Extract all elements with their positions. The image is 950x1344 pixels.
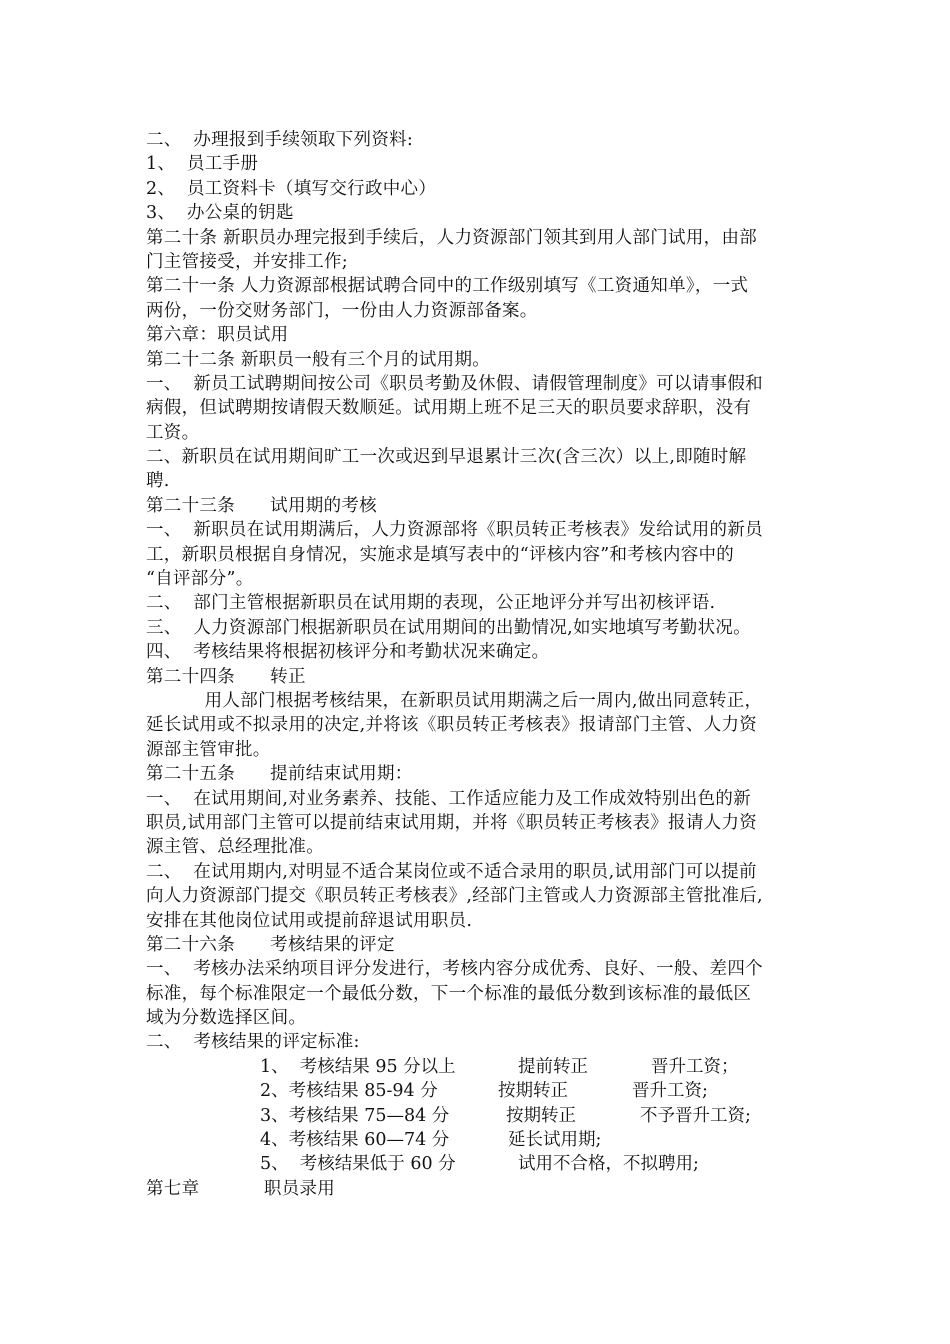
text-line: 职员,试用部门主管可以提前结束试用期，并将《职员转正考核表》报请人力资 [146, 812, 758, 833]
text-line: 第二十六条 考核结果的评定 [146, 934, 395, 955]
standard-cell-b: 延长试用期; [508, 1130, 602, 1151]
standard-cell-a: 4、考核结果 60—74 分 [260, 1130, 450, 1151]
text-line: 第二十条 新职员办理完报到手续后，人力资源部门领其到用人部门试用，由部 [146, 227, 758, 248]
text-line: 向人力资源部门提交《职员转正考核表》,经部门主管或人力资源部主管批准后, [146, 886, 763, 907]
text-line: 源部主管审批。 [146, 739, 271, 760]
text-line: 域为分数选择区间。 [146, 1008, 307, 1029]
document-page [146, 128, 826, 1201]
text-line: 标准，每个标准限定一个最低分数，下一个标准的最低分数到该标准的最低区 [146, 983, 752, 1004]
text-line: 四、 考核结果将根据初核评分和考勤状况来确定。 [146, 642, 550, 663]
text-line: 病假，但试聘期按请假天数顺延。试用期上班不足三天的职员要求辞职，没有 [146, 398, 752, 419]
text-line: 聘. [146, 471, 170, 492]
standard-row [146, 1055, 826, 1079]
standard-cell-b: 试用不合格，不拟聘用; [518, 1154, 699, 1175]
text-line: 一、 新职员在试用期满后，人力资源部将《职员转正考核表》发给试用的新员 [146, 520, 763, 541]
standard-row [146, 1079, 826, 1103]
text-line: 二、 在试用期内,对明显不适合某岗位或不适合录用的职员,试用部门可以提前 [146, 861, 757, 882]
text-line: 一、 考核办法采纳项目评分发进行，考核内容分成优秀、良好、一般、差四个 [146, 959, 763, 980]
standard-row [146, 1152, 826, 1176]
text-line: 第二十一条 人力资源部根据试聘合同中的工作级别填写《工资通知单》，一式 [146, 276, 749, 297]
text-line: 安排在其他岗位试用或提前辞退试用职员. [146, 910, 473, 931]
text-line: 一、 在试用期间,对业务素养、技能、工作适应能力及工作成效特别出色的新 [146, 788, 751, 809]
standard-cell-c: 晋升工资; [632, 1081, 708, 1102]
standard-cell-a: 2、考核结果 85-94 分 [260, 1081, 438, 1102]
text-line: 工资。 [146, 422, 200, 443]
text-line: 二、新职员在试用期间旷工一次或迟到早退累计三次(含三次）以上,即随时解 [146, 447, 747, 468]
standard-cell-a: 5、 考核结果低于 60 分 [260, 1154, 456, 1175]
text-line: 二、 部门主管根据新职员在试用期的表现，公正地评分并写出初核评语. [146, 593, 716, 614]
text-line: 第二十五条 提前结束试用期： [146, 764, 413, 785]
standard-cell-a: 3、考核结果 75—84 分 [260, 1105, 450, 1126]
text-line: 第二十四条 转正 [146, 666, 306, 687]
text-line: 用人部门根据考核结果，在新职员试用期满之后一周内,做出同意转正， [146, 690, 763, 711]
text-line: 两份，一份交财务部门，一份由人力资源部备案。 [146, 300, 538, 321]
document-body [146, 128, 826, 1055]
chapter-seven-heading: 第七章 职员录用 [146, 1178, 336, 1199]
standard-cell-b: 按期转正 [506, 1105, 576, 1126]
text-line: “自评部分”。 [146, 569, 254, 590]
text-line: 源主管、总经理批准。 [146, 837, 324, 858]
text-line: 二、 办理报到手续领取下列资料: [146, 130, 414, 150]
text-line: 三、 人力资源部门根据新职员在试用期间的出勤情况,如实地填写考勤状况。 [146, 617, 751, 638]
text-line: 第六章：职员试用 [146, 325, 289, 346]
text-line: 第二十三条 试用期的考核 [146, 495, 377, 516]
text-line: 一、 新员工试聘期间按公司《职员考勤及休假、请假管理制度》可以请事假和 [146, 373, 763, 394]
standard-cell-c: 晋升工资； [651, 1056, 739, 1077]
standard-cell-b: 提前转正 [518, 1056, 588, 1077]
text-line: 3、 办公桌的钥匙 [146, 203, 294, 224]
standard-cell-a: 1、 考核结果 95 分以上 [260, 1056, 456, 1077]
text-line: 1、 员工手册 [146, 154, 259, 175]
text-line: 工，新职员根据自身情况，实施求是填写表中的“评核内容”和考核内容中的 [146, 544, 735, 565]
text-line: 二、 考核结果的评定标准: [146, 1032, 360, 1053]
text-line: 2、 员工资料卡（填写交行政中心） [146, 178, 437, 199]
text-line: 第二十二条 新职员一般有三个月的试用期。 [146, 349, 491, 370]
standard-cell-b: 按期转正 [498, 1081, 568, 1102]
text-line: 延长试用或不拟录用的决定,并将该《职员转正考核表》报请部门主管、人力资 [146, 715, 758, 736]
evaluation-standards [146, 1055, 826, 1177]
standard-row [146, 1128, 826, 1152]
text-line: 门主管接受，并安排工作; [146, 251, 348, 272]
standard-row [146, 1104, 826, 1128]
standard-cell-c: 不予晋升工资; [640, 1105, 751, 1126]
